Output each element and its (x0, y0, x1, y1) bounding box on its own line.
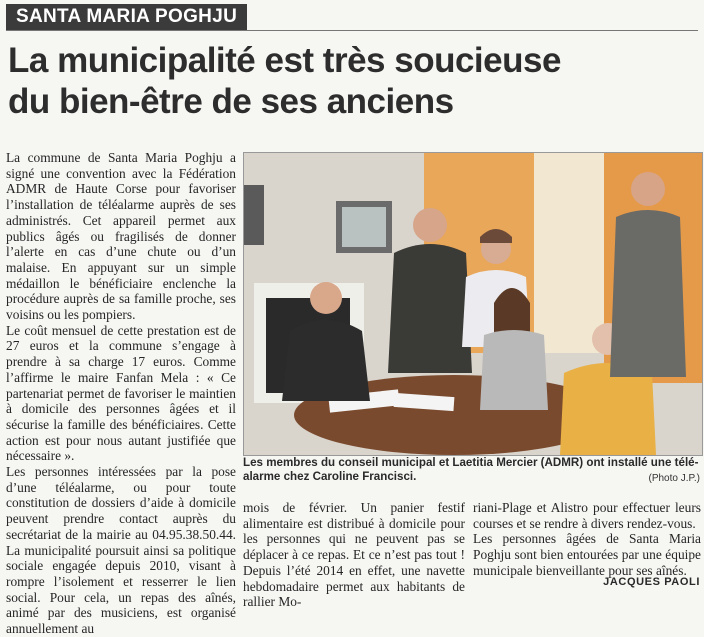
article-photo (243, 152, 703, 456)
paragraph-1: La commune de Santa Maria Poghju a signé une convention avec la Fédération ADMR de Haute Corse pour favoriser l’installation de téléalarme auprès de ses administrés. Cet appareil permet aux publics âgés ou fragilisés de donner l’alerte en cas d’une chute ou d’un malaise. En appuyant sur un simple médaillon le bénéficiaire enclenche la procédure auprès de sa famille proche, ses voisins ou les pompiers. (6, 150, 236, 323)
photo-illustration (244, 153, 702, 455)
paragraph-6: Les personnes âgées de Santa Maria Poghju sont bien entourées par une équipe municipale bienveillante pour ses aînés. (473, 531, 701, 578)
article-column-2 (243, 500, 465, 610)
photo-caption: Les membres du conseil municipal et Laetitia Mercier (ADMR) ont installé une télé-alarme chez Caroline Francisci. (243, 456, 699, 483)
paragraph-2: Le coût mensuel de cette prestation est de 27 euros et la commune s’engage à prendre à sa charge 17 euros. Comme l’affirme le maire Fanfan Mela : « Ce partenariat permet de favoriser le maintien à domicile des personnes âgées et il sécurise la famille des bénéficiaires. Cette action est pour nous autant justifiée que nécessaire ». (6, 322, 236, 464)
headline-line-2: du bien-être de ses anciens (8, 82, 454, 121)
kicker-rule (6, 30, 698, 31)
paragraph-5: riani-Plage et Alistro pour effectuer leurs courses et se rendre à divers rendez-vous. (473, 500, 701, 531)
paragraph-4: mois de février. Un panier festif alimentaire est distribué à domicile pour les personnes qui ne peuvent pas se déplacer à ce repas. Et ce n’est pas tout ! Depuis l’été 2014 en effet, une navette hebdomadaire permet aux habitants de rallier Mo- (243, 500, 465, 610)
section-kicker: SANTA MARIA POGHJU (6, 4, 247, 30)
article-headline (8, 40, 698, 122)
paragraph-3: Les personnes intéressées par la pose d’une téléalarme, ou pour toute constitution de dossiers d’aide à domicile peuvent prendre contact auprès du secrétariat de la mairie au 04.95.38.50.44. La municipalité poursuit ainsi sa politique sociale engagée depuis 2010, visant à rompre l’isolement et resserrer le lien social. Pour cela, un repas des aînés, animé par des musiciens, est organisé annuellement au (6, 464, 236, 637)
article-column-1 (6, 150, 236, 637)
photo-credit: (Photo J.P.) (648, 473, 700, 484)
author-signature: JACQUES PAOLI (603, 576, 700, 588)
headline-line-1: La municipalité est très soucieuse (8, 41, 561, 80)
